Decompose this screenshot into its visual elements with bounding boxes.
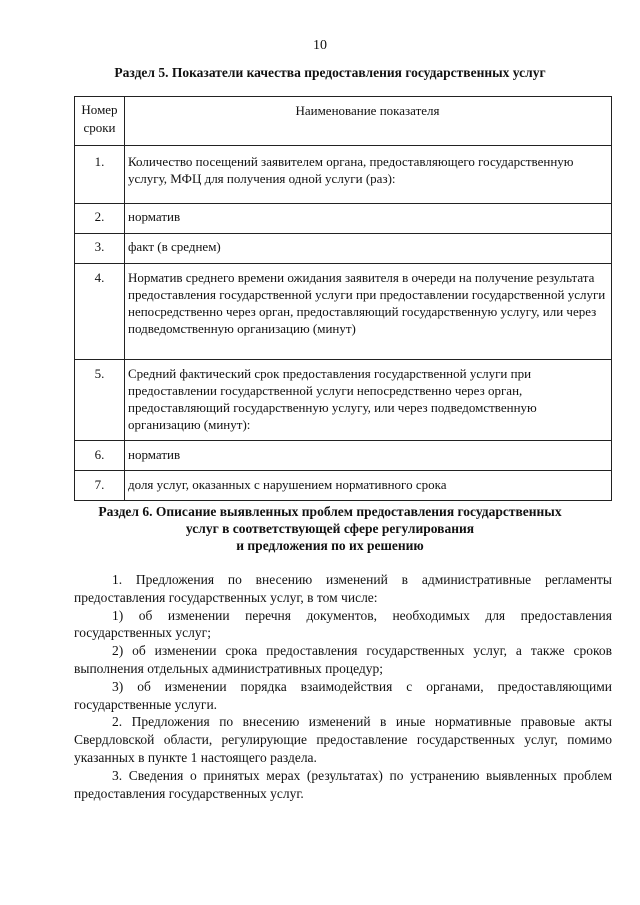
paragraph: 3) об изменении порядка взаимодействия с органами, предоставляющими государственные услуги. [74, 678, 612, 712]
row-number: 4. [75, 264, 125, 360]
indicator-name: норматив [125, 204, 612, 234]
section-5-title: Раздел 5. Показатели качества предоставления государственных услуг [114, 65, 546, 80]
table-row [75, 441, 612, 471]
row-number: 1. [75, 146, 125, 204]
indicator-name: Средний фактический срок предоставления государственной услуги при предоставлении государственной услуги непосредственно через орган, предоставляющий государственную услугу, или через подведомственную организацию (минут): [125, 360, 612, 441]
table-row [75, 471, 612, 501]
section-6-body [74, 571, 612, 802]
column-header-number: Номер сроки [75, 97, 125, 146]
table-header-row [75, 97, 612, 146]
column-header-indicator-name: Наименование показателя [125, 97, 612, 146]
section-6-title [60, 503, 600, 554]
table-row [75, 234, 612, 264]
page-number: 10 [313, 38, 327, 53]
section-6-title-line: Раздел 6. Описание выявленных проблем предоставления государственных [98, 504, 562, 519]
row-number: 5. [75, 360, 125, 441]
row-number: 6. [75, 441, 125, 471]
table-row [75, 360, 612, 441]
indicator-name: факт (в среднем) [125, 234, 612, 264]
quality-indicators-table [74, 96, 612, 501]
indicator-name: норматив [125, 441, 612, 471]
section-6-title-line: и предложения по их решению [236, 538, 424, 553]
paragraph: 1. Предложения по внесению изменений в административные регламенты предоставления государственных услуг, в том числе: [74, 572, 612, 605]
section-6-title-line: услуг в соответствующей сфере регулирования [185, 521, 475, 536]
row-number: 7. [75, 471, 125, 501]
row-number: 3. [75, 234, 125, 264]
table-row [75, 146, 612, 204]
table-row [75, 204, 612, 234]
indicator-name: Количество посещений заявителем органа, предоставляющего государственную услугу, МФЦ для получения одной услуги (раз): [125, 146, 612, 204]
indicator-name: доля услуг, оказанных с нарушением нормативного срока [125, 471, 612, 501]
table-row [75, 264, 612, 360]
indicator-name: Норматив среднего времени ожидания заявителя в очереди на получение результата предоставления государственной услуги при предоставлении государственной услуги непосредственно через орган, предоставляющий государственную услугу, или через подведомственную организацию (минут) [125, 264, 612, 360]
paragraph: 2) об изменении срока предоставления государственных услуг, а также сроков выполнения отдельных административных процедур; [74, 643, 612, 676]
paragraph: 2. Предложения по внесению изменений в иные нормативные правовые акты Свердловской области, регулирующие предоставление государственных услуг, помимо указанных в пункте 1 настоящего раздела. [74, 714, 612, 765]
row-number: 2. [75, 204, 125, 234]
paragraph: 1) об изменении перечня документов, необходимых для предоставления государственных услуг; [74, 607, 612, 641]
paragraph: 3. Сведения о принятых мерах (результатах) по устранению выявленных проблем предоставления государственных услуг. [74, 767, 612, 801]
